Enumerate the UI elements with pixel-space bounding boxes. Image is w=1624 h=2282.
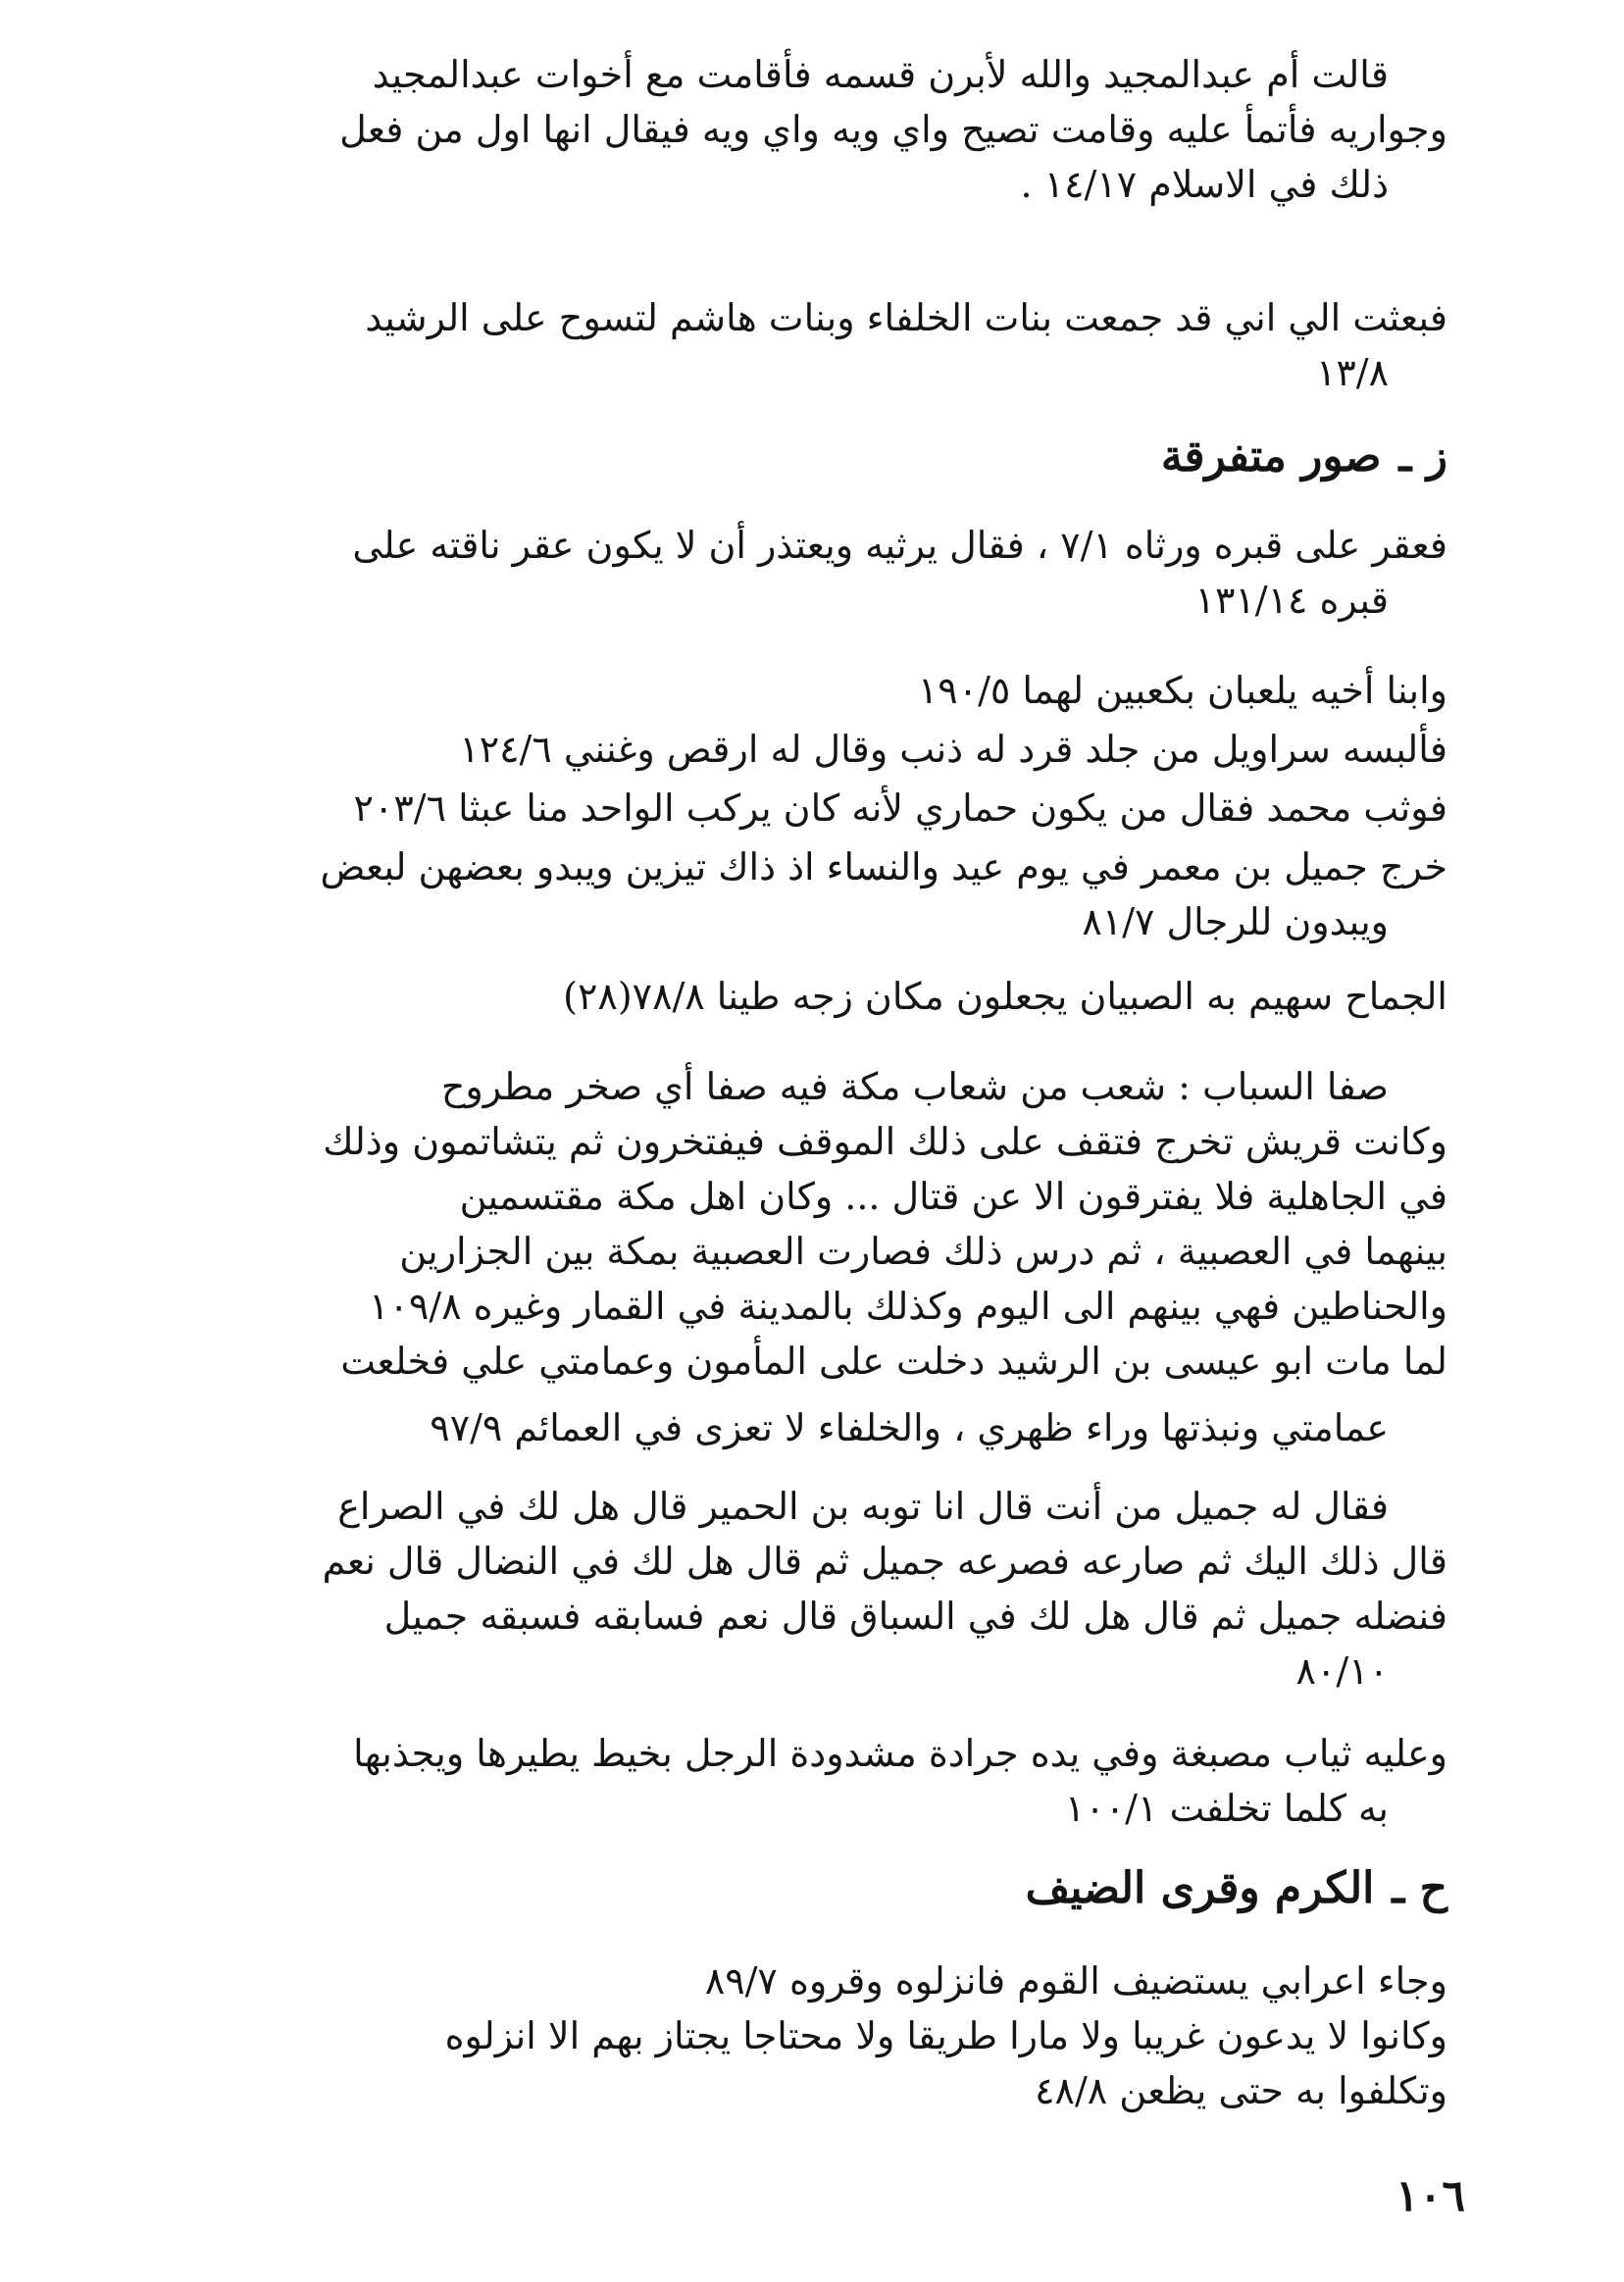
entry-line: فألبسه سراويل من جلد قرد له ذنب وقال له ارقص وغنني ١٢٤/٦ bbox=[459, 728, 1447, 771]
section-letter: ح ـ bbox=[1392, 1863, 1447, 1913]
entry-line: ويبدون للرجال ٨١/٧ bbox=[1082, 900, 1389, 943]
entry-hamari bbox=[182, 781, 1447, 836]
section-letter: ز ـ bbox=[1398, 431, 1447, 482]
entry-line: فعقر على قبره ورثاه ٧/١ ، فقال يرثيه ويعتذر أن لا يكون عقر ناقته على bbox=[352, 524, 1447, 567]
entry-line: عمامتي ونبذتها وراء ظهري ، والخلفاء لا تعزى في العمائم ٩٧/٩ bbox=[430, 1406, 1389, 1449]
entry-line: فوثب محمد فقال من يكون حماري لأنه كان يركب الواحد منا عبثا ٢٠٣/٦ bbox=[353, 786, 1447, 830]
entry-line: قبره ١٣١/١٤ bbox=[1194, 579, 1389, 622]
entry-om-abdulmajid bbox=[182, 47, 1447, 212]
section-title: الكرم وقرى الضيف bbox=[1025, 1863, 1375, 1913]
entry-jarada bbox=[182, 1726, 1447, 1836]
section-heading-za bbox=[182, 428, 1447, 486]
entry-line: الجماح سهيم به الصبيان يجعلون مكان زجه طينا ٧٨/٨(٢٨) bbox=[563, 975, 1447, 1018]
entry-line: وكانت قريش تخرج فتقف على ذلك الموقف فيفتخرون ثم يتشاتمون وذلك bbox=[323, 1120, 1447, 1163]
entry-line: في الجاهلية فلا يفترقون الا عن قتال ... وكان اهل مكة مقتسمين bbox=[459, 1175, 1447, 1218]
page-number: ١٠٦ bbox=[1396, 2171, 1465, 2221]
entry-arabi-yastadif bbox=[182, 1953, 1447, 2008]
entry-line: به كلما تخلفت ١٠٠/١ bbox=[1064, 1787, 1389, 1830]
entry-banat-alkhulafa bbox=[182, 290, 1447, 400]
entry-jamil-ibn-mamar bbox=[182, 839, 1447, 949]
entry-la-yadauna-ghariba bbox=[182, 2008, 1447, 2118]
section-title: صور متفرقة bbox=[1160, 431, 1382, 482]
section-heading-ha bbox=[182, 1859, 1447, 1918]
entry-aqr-ala-qabrih bbox=[182, 518, 1447, 628]
entry-line: ٨٠/١٠ bbox=[1295, 1649, 1389, 1693]
entry-kaabayn bbox=[182, 663, 1447, 718]
entry-line: فبعثت الي اني قد جمعت بنات الخلفاء وبنات هاشم لتسوح على الرشيد bbox=[365, 296, 1447, 339]
entry-safa-alsibab bbox=[182, 1059, 1447, 1455]
entry-line: وتكلفوا به حتى يظعن ٤٨/٨ bbox=[1035, 2069, 1447, 2112]
entry-line: ذلك في الاسلام ١٤/١٧ . bbox=[1020, 163, 1389, 206]
entry-line: خرج جميل بن معمر في يوم عيد والنساء اذ ذاك تيزين ويبدو بعضهن لبعض bbox=[320, 845, 1447, 888]
entry-line: وكانوا لا يدعون غريبا ولا مارا طريقا ولا محتاجا يجتاز بهم الا انزلوه bbox=[444, 2014, 1447, 2057]
entry-line: والحناطين فهي بينهم الى اليوم وكذلك بالمدينة في القمار وغيره ١٠٩/٨ bbox=[369, 1285, 1447, 1328]
entry-line: وعليه ثياب مصبغة وفي يده جرادة مشدودة الرجل بخيط يطيرها ويجذبها bbox=[353, 1732, 1447, 1775]
entry-line: صفا السباب : شعب من شعاب مكة فيه صفا أي صخر مطروح bbox=[440, 1065, 1389, 1108]
entry-line: لما مات ابو عيسى بن الرشيد دخلت على المأمون وعمامتي علي فخلعت bbox=[340, 1340, 1447, 1383]
entry-line: ١٣/٨ bbox=[1315, 351, 1389, 394]
entry-jamil-wa-tawba bbox=[182, 1479, 1447, 1699]
entry-line: وجواريه فأتمأ عليه وقامت تصيح واي ويه واي ويه فيقال انها اول من فعل bbox=[339, 108, 1447, 151]
entry-line: وجاء اعرابي يستضيف القوم فانزلوه وقروه ٨٩/٧ bbox=[704, 1959, 1447, 2003]
entry-line: بينهما في العصبية ، ثم درس ذلك فصارت العصبية بمكة بين الجزارين bbox=[399, 1230, 1447, 1273]
entry-line: قالت أم عبدالمجيد والله لأبرن قسمه فأقامت مع أخوات عبدالمجيد bbox=[372, 53, 1389, 96]
entry-line: قال ذلك اليك ثم صارعه فصرعه جميل ثم قال هل لك في النضال قال نعم bbox=[322, 1540, 1447, 1583]
entry-line: فنضله جميل ثم قال هل لك في السباق قال نعم فسابقه فسبقه جميل bbox=[383, 1595, 1447, 1638]
entry-line: فقال له جميل من أنت قال انا توبه بن الحمير قال هل لك في الصراع bbox=[337, 1485, 1389, 1528]
entry-line: وابنا أخيه يلعبان بكعبين لهما ١٩٠/٥ bbox=[917, 669, 1447, 712]
entry-aljimah bbox=[182, 969, 1447, 1024]
entry-sarawil bbox=[182, 722, 1447, 777]
